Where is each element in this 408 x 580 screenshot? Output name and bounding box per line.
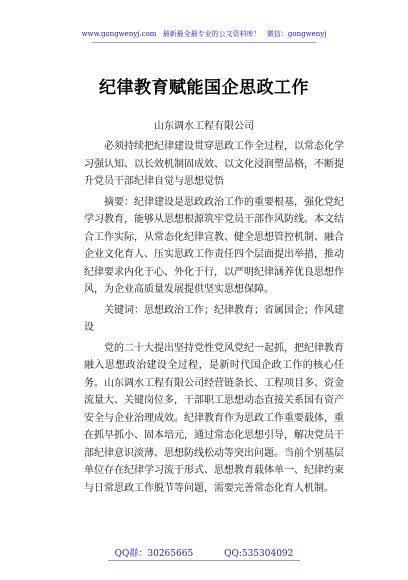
page-header [0, 30, 408, 39]
header-slogan: 最新最全最专业的公文资料库！ [162, 30, 261, 38]
intro-paragraph: 必须持续把纪律建设贯穿思政工作全过程，以常态化学习强认知、以长效机制固成效、以文化浸润塑品格，不断提升党员干部纪律自觉与思想觉悟 [84, 141, 344, 187]
keywords-paragraph: 关键词：思想政治工作；纪律教育；省属国企；作风建设 [84, 304, 344, 333]
header-divider [92, 42, 316, 43]
page-footer [0, 548, 408, 560]
footer-qq-group: QQ群：30265665 [114, 549, 194, 559]
header-site-link[interactable]: www.gongwenyj.com [81, 30, 157, 38]
abstract-paragraph: 摘要：纪律建设是思政政治工作的重要根基，强化党纪学习教育，能够从思想根源筑牢党员干部作风防线。本文结合工作实际，从常态化纪律宣教、健全思想管控机制、融合企业文化育人、压实思政工作责任四个层面提出举措，推动纪律要求内化于心、外化于行，以严明纪律涵养优良思想作风，为企业高质量发展提供坚实思想保障。 [84, 196, 344, 295]
header-wechat: 微信：gongwenyj [266, 30, 327, 38]
footer-divider [108, 560, 300, 561]
body-paragraph: 党的二十大提出坚持党性党风党纪一起抓，把纪律教育融入思想政治建设全过程，是新时代国企政工作的核心任务。山东调水工程有限公司经营链条长、工程项目多、资金流量大、关键岗位多，干部职工思想动态直接关系国有资产安全与企业治理成效。纪律教育作为思政工作重要载体，重在抓早抓小、固本培元，通过常态化思想引导，解决党员干部纪律意识淡薄、思想防线松动等突出问题。当前个别基层单位存在纪律学习流于形式、思想教育载体单一、纪律约束与日常思政工作脱节等问题，需要完善常态化育人机制。 [84, 342, 344, 494]
document-title: 纪律教育赋能国企思政工作 [99, 78, 309, 98]
footer-qq: QQ:535304092 [224, 549, 294, 559]
document-body [84, 138, 344, 497]
document-organization: 山东调水工程有限公司 [154, 121, 254, 132]
